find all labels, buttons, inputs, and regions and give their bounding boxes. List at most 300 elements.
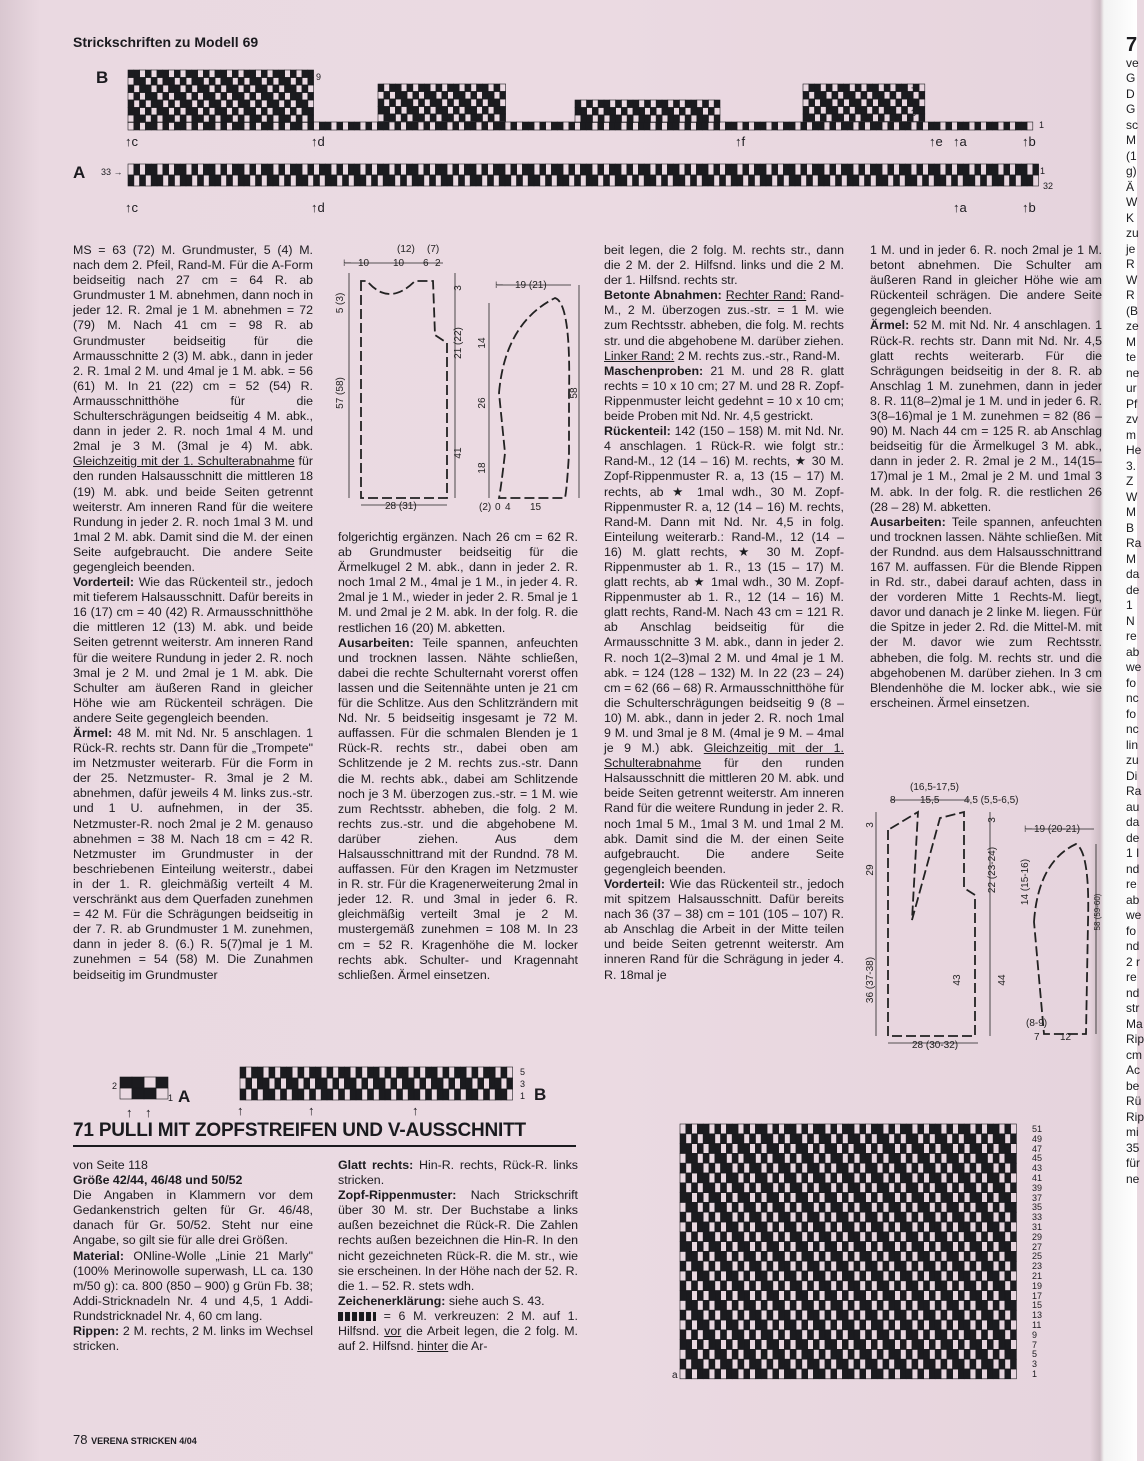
chart-cell bbox=[244, 175, 250, 186]
chart-cell bbox=[784, 1271, 790, 1281]
chart-cell bbox=[227, 108, 233, 116]
chart-cell bbox=[449, 1089, 455, 1100]
chart-cell bbox=[389, 175, 395, 186]
chart-cell bbox=[924, 1251, 930, 1261]
chart-cell bbox=[163, 122, 169, 130]
chart-cell bbox=[471, 107, 477, 115]
chart-cell bbox=[697, 1183, 703, 1193]
chart-cell bbox=[761, 1359, 767, 1369]
chart-cell bbox=[826, 107, 832, 115]
chart-cell bbox=[377, 164, 383, 175]
knitting-chart-a bbox=[128, 164, 1038, 192]
chart-cell bbox=[505, 122, 511, 130]
edge-fragment: nc bbox=[1126, 722, 1139, 736]
chart-cell bbox=[873, 107, 879, 115]
chart-cell bbox=[895, 1271, 901, 1281]
chart-cell bbox=[912, 1193, 918, 1203]
chart-cell bbox=[818, 164, 824, 175]
chart-cell bbox=[261, 78, 267, 86]
chart-cell bbox=[889, 1291, 895, 1301]
chart-cell bbox=[813, 1349, 819, 1359]
chart-cell bbox=[721, 1340, 727, 1350]
chart-cell bbox=[476, 164, 482, 175]
chart-cell bbox=[993, 1359, 999, 1369]
chart-cell bbox=[929, 1369, 935, 1379]
chart-cell bbox=[935, 1300, 941, 1310]
chart-cell bbox=[848, 1222, 854, 1232]
chart-cell bbox=[302, 78, 308, 86]
chart-cell bbox=[174, 93, 180, 101]
chart-cell bbox=[325, 122, 331, 130]
chart-cell bbox=[443, 1067, 449, 1078]
chart-cell bbox=[327, 1067, 333, 1078]
chart-cell bbox=[790, 1193, 796, 1203]
chart-cell bbox=[389, 164, 395, 175]
chart-cell bbox=[929, 1153, 935, 1163]
chart-cell bbox=[832, 114, 838, 122]
chart-cell bbox=[941, 1124, 947, 1134]
chart-cell bbox=[279, 108, 285, 116]
chart-cell bbox=[976, 1369, 982, 1379]
chart-cell bbox=[732, 1183, 738, 1193]
chart-cell bbox=[861, 92, 867, 100]
chart-cell bbox=[495, 1078, 501, 1089]
chart-cell bbox=[714, 164, 720, 175]
chart-cell bbox=[348, 164, 354, 175]
chart-cell bbox=[941, 1300, 947, 1310]
chart-cell bbox=[494, 107, 500, 115]
chart-cell bbox=[912, 1271, 918, 1281]
chart-cell bbox=[414, 1078, 420, 1089]
chart-cell bbox=[873, 92, 879, 100]
chart-cell bbox=[256, 100, 262, 108]
chart-cell bbox=[761, 1242, 767, 1252]
chart-cell bbox=[876, 164, 882, 175]
chart-cell bbox=[587, 108, 593, 116]
chart-cell bbox=[993, 1369, 999, 1379]
chart-cell bbox=[987, 1134, 993, 1144]
svg-text:12: 12 bbox=[1060, 1032, 1072, 1043]
svg-text:28 (31): 28 (31) bbox=[385, 501, 417, 512]
chart-cell bbox=[790, 1261, 796, 1271]
edge-fragment: Ra bbox=[1126, 784, 1142, 798]
chart-cell bbox=[610, 115, 616, 123]
chart-cell bbox=[866, 1212, 872, 1222]
chart-cell bbox=[354, 122, 360, 130]
chart-cell bbox=[163, 100, 169, 108]
chart-cell bbox=[905, 164, 911, 175]
edge-fragment: 1 I bbox=[1126, 846, 1140, 860]
chart-cell bbox=[941, 1183, 947, 1193]
chart-cell bbox=[575, 100, 581, 108]
big-chart-row-number: 35 bbox=[1032, 1202, 1043, 1213]
chart-cell bbox=[679, 175, 685, 186]
chart-cell bbox=[744, 1281, 750, 1291]
chart-cell bbox=[203, 93, 209, 101]
chart-cell bbox=[871, 1261, 877, 1271]
chart-cell bbox=[163, 115, 169, 123]
small-a-row-1: 1 bbox=[168, 1093, 174, 1103]
big-chart-row-number: 37 bbox=[1032, 1192, 1043, 1203]
chart-cell bbox=[825, 1310, 831, 1320]
chart-cell bbox=[686, 1359, 692, 1369]
chart-cell bbox=[796, 1300, 802, 1310]
chart-cell bbox=[860, 1232, 866, 1242]
chart-cell bbox=[128, 122, 134, 130]
chart-cell bbox=[435, 122, 441, 130]
chart-cell bbox=[941, 1153, 947, 1163]
chart-cell bbox=[373, 1067, 379, 1078]
chart-cell bbox=[813, 1173, 819, 1183]
page-footer: 78 VERENA STRICKEN 4/04 bbox=[73, 1432, 197, 1447]
edge-fragment: K bbox=[1126, 210, 1135, 225]
chart-cell bbox=[790, 1369, 796, 1379]
chart-cell bbox=[680, 1163, 686, 1173]
chart-cell bbox=[395, 107, 401, 115]
chart-cell bbox=[384, 114, 390, 122]
chart-cell bbox=[935, 1124, 941, 1134]
chart-cell bbox=[844, 92, 850, 100]
chart-cell bbox=[732, 1242, 738, 1252]
chart-cell bbox=[964, 1144, 970, 1154]
chart-cell bbox=[180, 85, 186, 93]
chart-cell bbox=[870, 175, 876, 186]
chart-cell bbox=[442, 92, 448, 100]
chart-cell bbox=[246, 1067, 252, 1078]
chart-cell bbox=[709, 1144, 715, 1154]
chart-cell bbox=[830, 175, 836, 186]
chart-cell bbox=[360, 122, 366, 130]
svg-text:4,5 (5,5-6,5): 4,5 (5,5-6,5) bbox=[964, 795, 1019, 806]
chart-cell bbox=[465, 84, 471, 92]
chart-cell bbox=[557, 164, 563, 175]
chart-cell bbox=[906, 1232, 912, 1242]
chart-cell bbox=[304, 1067, 310, 1078]
chart-cell bbox=[861, 99, 867, 107]
chart-cell bbox=[976, 1281, 982, 1291]
chart-cell bbox=[738, 1212, 744, 1222]
chart-cell bbox=[953, 1202, 959, 1212]
chart-cell bbox=[987, 1261, 993, 1271]
chart-cell bbox=[900, 1222, 906, 1232]
chart-cell bbox=[378, 107, 384, 115]
chart-cell bbox=[866, 1251, 872, 1261]
chart-cell bbox=[302, 164, 308, 175]
chart-cell bbox=[773, 1320, 779, 1330]
chart-cell bbox=[453, 122, 459, 130]
chart-cell bbox=[384, 84, 390, 92]
chart-cell bbox=[854, 1163, 860, 1173]
chart-cell bbox=[796, 1144, 802, 1154]
chart-cell bbox=[848, 1144, 854, 1154]
chart-cell bbox=[720, 164, 726, 175]
chart-cell bbox=[145, 85, 151, 93]
chart-cell bbox=[860, 1124, 866, 1134]
chart-cell bbox=[621, 108, 627, 116]
chart-cell bbox=[837, 1163, 843, 1173]
chart-cell bbox=[285, 115, 291, 123]
chart-cell bbox=[767, 1281, 773, 1291]
chart-cell bbox=[692, 1330, 698, 1340]
chart-cell bbox=[894, 164, 900, 175]
chart-cell bbox=[935, 1330, 941, 1340]
chart-cell bbox=[929, 1281, 935, 1291]
chart-cell bbox=[750, 1202, 756, 1212]
chart-cell bbox=[953, 1144, 959, 1154]
chart-cell bbox=[842, 1261, 848, 1271]
chart-cell bbox=[999, 1144, 1005, 1154]
chart-cell bbox=[970, 1349, 976, 1359]
edge-fragment: Pf bbox=[1126, 396, 1138, 411]
chart-cell bbox=[263, 1067, 269, 1078]
chart-cell bbox=[884, 92, 890, 100]
chart-cell bbox=[970, 1281, 976, 1291]
marker-b-b: ↑b bbox=[1022, 134, 1036, 149]
svg-text:7: 7 bbox=[1034, 1032, 1040, 1043]
chart-cell bbox=[378, 99, 384, 107]
chart-cell bbox=[337, 122, 343, 130]
chart-cell bbox=[140, 70, 146, 78]
chart-cell bbox=[703, 1193, 709, 1203]
chart-cell bbox=[849, 92, 855, 100]
marker-d-a: ↑d bbox=[311, 200, 325, 215]
chart-cell bbox=[598, 175, 604, 186]
chart-cell bbox=[784, 1359, 790, 1369]
chart-cell bbox=[855, 107, 861, 115]
chart-cell bbox=[918, 1349, 924, 1359]
chart-cell bbox=[750, 1212, 756, 1222]
chart-cell bbox=[169, 78, 175, 86]
chart-cell bbox=[163, 70, 169, 78]
chart-cell bbox=[819, 1251, 825, 1261]
chart-cell bbox=[900, 1300, 906, 1310]
chart-cell bbox=[261, 85, 267, 93]
edge-fragment: Ra bbox=[1126, 536, 1142, 550]
chart-cell bbox=[866, 1202, 872, 1212]
marker-d-b: ↑d bbox=[311, 134, 325, 149]
chart-cell bbox=[680, 1300, 686, 1310]
chart-cell bbox=[424, 99, 430, 107]
chart-cell bbox=[796, 1340, 802, 1350]
chart-cell bbox=[766, 122, 772, 130]
chart-cell bbox=[761, 1261, 767, 1271]
chart-cell bbox=[721, 1261, 727, 1271]
chart-cell bbox=[697, 1359, 703, 1369]
chart-cell bbox=[296, 108, 302, 116]
chart-cell bbox=[790, 1330, 796, 1340]
chart-cell bbox=[134, 93, 140, 101]
chart-cell bbox=[472, 1078, 478, 1089]
chart-cell bbox=[691, 122, 697, 130]
chart-cell bbox=[987, 1281, 993, 1291]
chart-cell bbox=[140, 115, 146, 123]
chart-cell bbox=[378, 92, 384, 100]
chart-cell bbox=[395, 114, 401, 122]
chart-cell bbox=[310, 1089, 316, 1100]
chart-cell bbox=[697, 1124, 703, 1134]
chart-cell bbox=[1005, 1153, 1011, 1163]
chart-cell bbox=[586, 175, 592, 186]
chart-cell bbox=[842, 1359, 848, 1369]
chart-cell bbox=[401, 84, 407, 92]
chart-cell bbox=[767, 1183, 773, 1193]
chart-cell bbox=[853, 175, 859, 186]
chart-cell bbox=[319, 122, 325, 130]
chart-cell bbox=[947, 1222, 953, 1232]
chart-cell bbox=[924, 1124, 930, 1134]
chart-cell bbox=[721, 1222, 727, 1232]
chart-cell bbox=[987, 1310, 993, 1320]
chart-cell bbox=[448, 114, 454, 122]
chart-cell bbox=[344, 1078, 350, 1089]
chart-cell bbox=[935, 1212, 941, 1222]
chart-cell bbox=[708, 108, 714, 116]
chart-cell bbox=[697, 1153, 703, 1163]
chart-cell bbox=[877, 1359, 883, 1369]
chart-cell bbox=[408, 1067, 414, 1078]
chart-cell bbox=[970, 1320, 976, 1330]
chart-cell bbox=[395, 92, 401, 100]
chart-cell bbox=[692, 1124, 698, 1134]
chart-cell bbox=[221, 70, 227, 78]
chart-cell bbox=[269, 1078, 275, 1089]
chart-cell bbox=[900, 1144, 906, 1154]
chart-cell bbox=[489, 1067, 495, 1078]
chart-cell bbox=[302, 175, 308, 186]
chart-cell bbox=[151, 70, 157, 78]
chart-cell bbox=[511, 164, 517, 175]
chart-cell bbox=[825, 1349, 831, 1359]
chart-cell bbox=[738, 1144, 744, 1154]
chart-cell bbox=[500, 92, 506, 100]
chart-cell bbox=[285, 100, 291, 108]
chart-cell bbox=[709, 1369, 715, 1379]
chart-cell bbox=[883, 1310, 889, 1320]
chart-cell bbox=[964, 1281, 970, 1291]
chart-cell bbox=[831, 1330, 837, 1340]
text-column-2: folgerichtig ergänzen. Nach 26 cm = 62 R. ab Grundmuster beidseitig für die Ärmelkugel 2 M. abk., dann in jeder 2. R. noch 1mal 2 M., 4mal je 1 M., in jeder 4. R. 2mal je 1 M., wieder in jeder 2. R. 5mal je 1 M. und 2mal je 2 M. abk. In der folg. R. die restlichen 16 (20) M. abketten. Ausarbeiten: Teile spannen, anfeuchten und trocknen lassen. Nähte schließen, dabei die rechte Schulternaht vorerst offen lassen und die Seitennähte unten je 21 cm für die Schlitze. Aus den Schlitzrändern mit Nd. Nr. 5 beidseitig insgesamt je 72 M. auffassen. Für die schmalen Blenden je 1 Rück-R. rechts str., dabei oben am Schlitzende je 2 M. rechts zus.-str. Dann die M. rechts abk., dabei am Schlitzende noch je 3 M. überzogen zus.-str. = 1 M. wie zum Rechtsstr. abheben, die folg. 2 M. rechts zus.-str. und die abgehobene M. darüber ziehen. Aus dem Halsausschnittrand mit der Rundnd. 78 M. auffassen. Für den Kragen im Netzmuster in R. str. Für die Kragenerweiterung 2mal in jeder 12. R. und 3mal in jeder 6. R. gleichmäßig verteilt 3mal je 2 M. mustergemäß zunehmen = 108 M. In 23 cm = 52 R. Kragenhöhe die M. locker rechts abk. Schulter- und Kragennaht schließen. Ärmel einsetzen. bbox=[338, 530, 578, 982]
chart-cell bbox=[314, 164, 320, 175]
chart-cell bbox=[157, 78, 163, 86]
big-chart-row-number: 5 bbox=[1032, 1349, 1038, 1360]
chart-cell bbox=[471, 84, 477, 92]
chart-cell bbox=[755, 1261, 761, 1271]
chart-cell bbox=[1005, 1340, 1011, 1350]
chart-cell bbox=[883, 1153, 889, 1163]
chart-cell bbox=[819, 1340, 825, 1350]
chart-cell bbox=[680, 1212, 686, 1222]
chart-cell bbox=[941, 1222, 947, 1232]
chart-cell bbox=[692, 1349, 698, 1359]
chart-cell bbox=[866, 1134, 872, 1144]
chart-cell bbox=[929, 1271, 935, 1281]
chart-cell bbox=[151, 85, 157, 93]
svg-text:(12): (12) bbox=[397, 244, 415, 255]
chart-cell bbox=[964, 1163, 970, 1173]
chart-cell bbox=[902, 84, 908, 92]
chart-cell bbox=[918, 1271, 924, 1281]
chart-cell bbox=[384, 107, 390, 115]
chart-cell bbox=[140, 78, 146, 86]
chart-cell bbox=[940, 164, 946, 175]
chart-cell bbox=[292, 1067, 298, 1078]
chart-cell bbox=[918, 1251, 924, 1261]
chart-cell bbox=[993, 1202, 999, 1212]
chart-cell bbox=[430, 164, 436, 175]
chart-cell bbox=[912, 1173, 918, 1183]
chart-b-row-5: 5 bbox=[911, 97, 917, 107]
chart-cell bbox=[993, 1281, 999, 1291]
chart-cell bbox=[808, 1251, 814, 1261]
chart-cell bbox=[819, 1349, 825, 1359]
chart-cell bbox=[151, 93, 157, 101]
chart-cell bbox=[686, 1300, 692, 1310]
chart-cell bbox=[964, 1212, 970, 1222]
chart-cell bbox=[1005, 1222, 1011, 1232]
chart-cell bbox=[667, 175, 673, 186]
chart-cell bbox=[368, 1089, 374, 1100]
chart-cell bbox=[958, 1291, 964, 1301]
chart-cell bbox=[838, 114, 844, 122]
chart-cell bbox=[767, 1251, 773, 1261]
chart-cell bbox=[1011, 1193, 1017, 1203]
chart-cell bbox=[732, 1232, 738, 1242]
chart-cell bbox=[976, 1222, 982, 1232]
chart-cell bbox=[586, 164, 592, 175]
chart-cell bbox=[871, 1202, 877, 1212]
chart-cell bbox=[232, 108, 238, 116]
chart-cell bbox=[703, 1212, 709, 1222]
chart-cell bbox=[860, 1242, 866, 1252]
chart-cell bbox=[738, 1300, 744, 1310]
chart-cell bbox=[842, 1163, 848, 1173]
chart-cell bbox=[912, 1183, 918, 1193]
chart-cell bbox=[702, 122, 708, 130]
chart-cell bbox=[912, 1281, 918, 1291]
chart-cell bbox=[296, 78, 302, 86]
chart-cell bbox=[999, 1330, 1005, 1340]
chart-cell bbox=[844, 84, 850, 92]
edge-fragment: str bbox=[1126, 1001, 1140, 1015]
chart-cell bbox=[773, 1144, 779, 1154]
chart-cell bbox=[250, 164, 256, 175]
chart-cell bbox=[453, 164, 459, 175]
chart-cell bbox=[511, 175, 517, 186]
chart-cell bbox=[192, 78, 198, 86]
chart-cell bbox=[587, 100, 593, 108]
chart-cell bbox=[738, 1183, 744, 1193]
chart-cell bbox=[842, 1232, 848, 1242]
chart-cell bbox=[586, 122, 592, 130]
chart-cell bbox=[627, 100, 633, 108]
chart-cell bbox=[261, 122, 267, 130]
chart-cell bbox=[918, 1153, 924, 1163]
small-b-row-1: 1 bbox=[520, 1091, 526, 1101]
chart-cell bbox=[638, 164, 644, 175]
chart-cell bbox=[831, 1202, 837, 1212]
chart-cell bbox=[482, 107, 488, 115]
chart-cell bbox=[256, 70, 262, 78]
chart-cell bbox=[993, 1242, 999, 1252]
chart-cell bbox=[912, 1369, 918, 1379]
chart-cell bbox=[958, 1340, 964, 1350]
chart-cell bbox=[935, 1202, 941, 1212]
edge-fragment: Rü bbox=[1126, 1094, 1142, 1108]
chart-cell bbox=[477, 107, 483, 115]
chart-cell bbox=[790, 1134, 796, 1144]
chart-cell bbox=[169, 85, 175, 93]
chart-cell bbox=[163, 85, 169, 93]
